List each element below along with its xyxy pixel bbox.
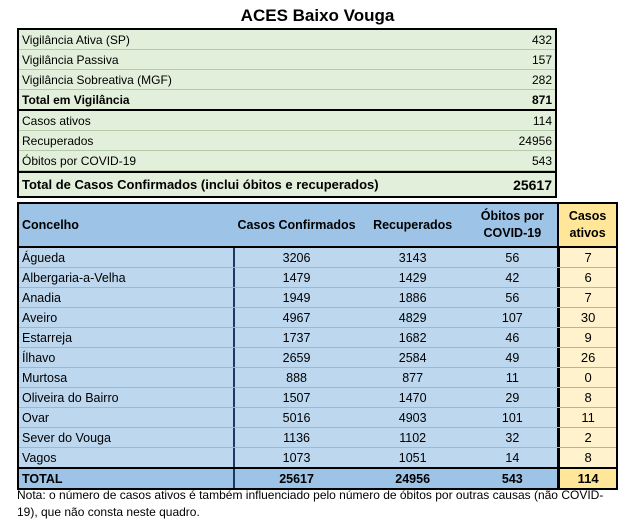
cell-obitos: 32: [467, 428, 559, 447]
cell-obitos: 42: [467, 268, 559, 287]
table-row: [19, 307, 616, 327]
cell-obitos: 29: [467, 388, 559, 407]
header-recuperados: Recuperados: [358, 204, 468, 246]
header-ativos-line1: Casos: [568, 209, 607, 223]
table-row: [19, 267, 616, 287]
summary-value: 25617: [513, 176, 552, 193]
summary-row: [19, 151, 555, 171]
cell-ativos: 26: [559, 348, 616, 367]
table-header: [19, 204, 616, 248]
cell-recuperados: 1051: [358, 448, 468, 467]
table-row: [19, 387, 616, 407]
cell-confirmados: 1949: [235, 288, 358, 307]
cell-confirmados: 2659: [235, 348, 358, 367]
cell-ativos: 9: [559, 328, 616, 347]
cell-recuperados: 1470: [358, 388, 468, 407]
table-row: [19, 447, 616, 467]
cell-concelho: Sever do Vouga: [19, 428, 235, 447]
summary-label: Óbitos por COVID-19: [22, 153, 137, 168]
summary-value: 24956: [518, 133, 552, 148]
summary-label: Casos ativos: [22, 113, 91, 128]
table-total-row: [19, 467, 616, 488]
cell-concelho: Albergaria-a-Velha: [19, 268, 235, 287]
summary-row-total-vigilancia: [19, 90, 555, 111]
table-row: [19, 347, 616, 367]
table-row: [19, 327, 616, 347]
cell-ativos: 6: [559, 268, 616, 287]
summary-label: Recuperados: [22, 133, 94, 148]
cell-concelho: Ovar: [19, 408, 235, 427]
cell-confirmados: 25617: [235, 469, 358, 488]
cell-concelho: Anadia: [19, 288, 235, 307]
cell-ativos: 8: [559, 388, 616, 407]
cell-concelho: Estarreja: [19, 328, 235, 347]
cell-concelho: TOTAL: [19, 469, 235, 488]
summary-value: 543: [531, 153, 552, 168]
cell-recuperados: 4829: [358, 308, 468, 327]
cell-ativos: 30: [559, 308, 616, 327]
cell-confirmados: 5016: [235, 408, 358, 427]
cell-recuperados: 1886: [358, 288, 468, 307]
summary-label: Vigilância Ativa (SP): [22, 32, 130, 47]
table-row: [19, 287, 616, 307]
cell-recuperados: 2584: [358, 348, 468, 367]
cell-ativos: 7: [559, 248, 616, 267]
cell-confirmados: 1073: [235, 448, 358, 467]
cell-concelho: Aveiro: [19, 308, 235, 327]
footnote: Nota: o número de casos ativos é também influenciado pelo número de óbitos por outras causas (não COVID-19), que não consta neste quadro.: [17, 488, 604, 519]
table-row: [19, 367, 616, 387]
page-title: ACES Baixo Vouga: [240, 6, 395, 25]
cell-ativos: 2: [559, 428, 616, 447]
cell-confirmados: 1136: [235, 428, 358, 447]
table-row: [19, 427, 616, 447]
cell-concelho: Águeda: [19, 248, 235, 267]
summary-row: [19, 30, 555, 50]
header-ativos-line2: ativos: [569, 226, 606, 240]
cell-obitos: 56: [467, 248, 559, 267]
summary-row: [19, 70, 555, 90]
cell-obitos: 56: [467, 288, 559, 307]
header-obitos: [467, 204, 557, 246]
cell-ativos: 7: [559, 288, 616, 307]
cell-recuperados: 4903: [358, 408, 468, 427]
summary-value: 871: [531, 92, 552, 107]
cell-concelho: Vagos: [19, 448, 235, 467]
cell-recuperados: 877: [358, 368, 468, 387]
summary-label: Total em Vigilância: [22, 92, 130, 107]
cell-recuperados: 3143: [358, 248, 468, 267]
cell-obitos: 49: [467, 348, 559, 367]
table-row: [19, 248, 616, 267]
cell-obitos: 46: [467, 328, 559, 347]
cell-recuperados: 24956: [358, 469, 468, 488]
header-concelho: Concelho: [19, 204, 235, 246]
summary-value: 432: [531, 32, 552, 47]
cell-recuperados: 1682: [358, 328, 468, 347]
summary-value: 114: [532, 113, 552, 128]
header-obitos-line1: Óbitos por: [480, 209, 544, 223]
cell-ativos: 114: [559, 469, 616, 488]
cell-recuperados: 1429: [358, 268, 468, 287]
cell-confirmados: 1737: [235, 328, 358, 347]
cell-ativos: 0: [559, 368, 616, 387]
cell-obitos: 11: [467, 368, 559, 387]
summary-row-total-confirmados: [19, 171, 555, 196]
cell-obitos: 107: [467, 308, 559, 327]
summary-value: 157: [531, 52, 552, 67]
concelho-table: [17, 202, 618, 490]
summary-label: Vigilância Sobreativa (MGF): [22, 72, 172, 87]
summary-label: Total de Casos Confirmados (inclui óbitos e recuperados): [22, 177, 379, 192]
cell-obitos: 543: [467, 469, 559, 488]
cell-confirmados: 4967: [235, 308, 358, 327]
summary-row: [19, 111, 555, 131]
table-row: [19, 407, 616, 427]
cell-ativos: 8: [559, 448, 616, 467]
summary-label: Vigilância Passiva: [22, 52, 119, 67]
summary-row: [19, 131, 555, 151]
cell-confirmados: 1479: [235, 268, 358, 287]
cell-ativos: 11: [559, 408, 616, 427]
header-obitos-line2: COVID-19: [483, 226, 542, 240]
cell-obitos: 14: [467, 448, 559, 467]
cell-confirmados: 3206: [235, 248, 358, 267]
summary-table: [17, 28, 557, 198]
summary-row: [19, 50, 555, 70]
cell-concelho: Murtosa: [19, 368, 235, 387]
header-casos-confirmados: Casos Confirmados: [235, 204, 358, 246]
summary-value: 282: [531, 72, 552, 87]
cell-confirmados: 888: [235, 368, 358, 387]
cell-concelho: Oliveira do Bairro: [19, 388, 235, 407]
cell-confirmados: 1507: [235, 388, 358, 407]
cell-obitos: 101: [467, 408, 559, 427]
cell-concelho: Ílhavo: [19, 348, 235, 367]
cell-recuperados: 1102: [358, 428, 468, 447]
header-casos-ativos: [557, 204, 616, 246]
